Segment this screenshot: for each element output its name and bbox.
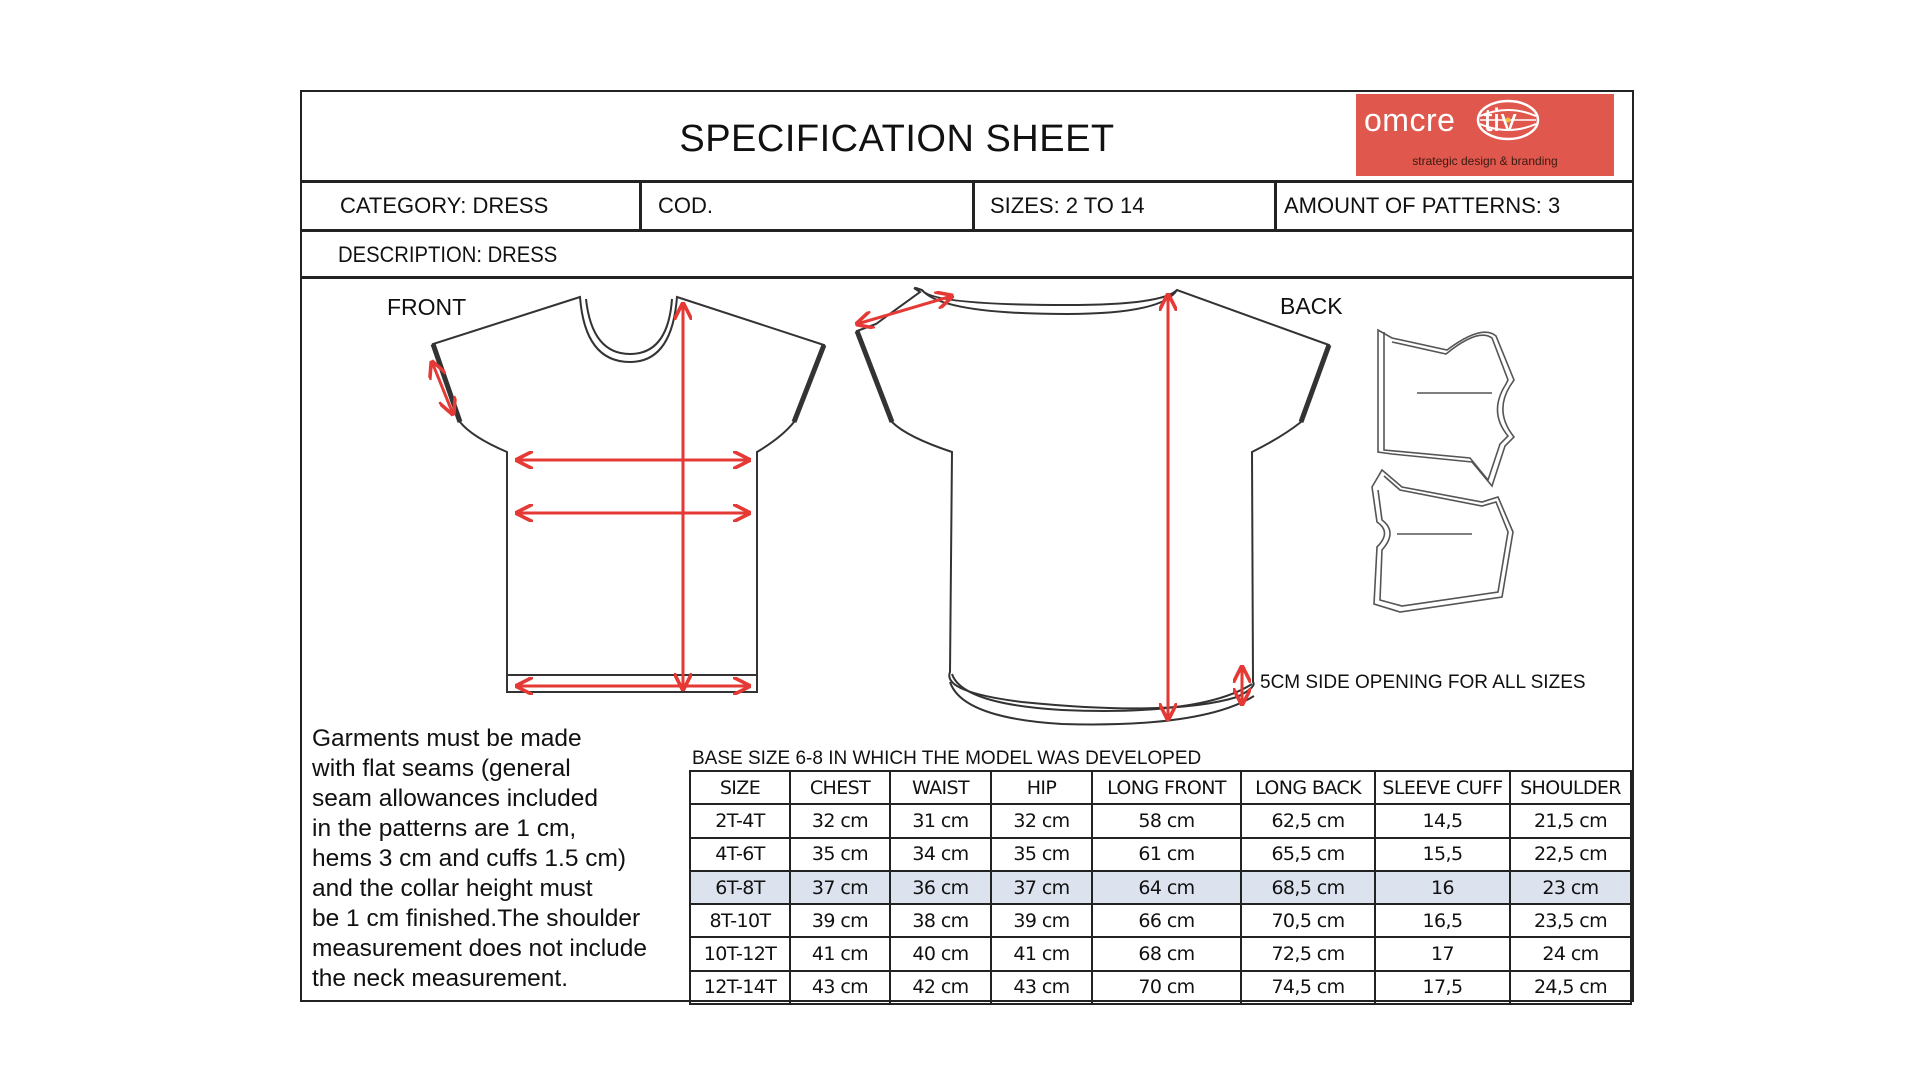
table-cell: 68 cm (1092, 937, 1241, 970)
column-header: HIP (991, 771, 1092, 804)
page-title: SPECIFICATION SHEET (679, 118, 1115, 160)
table-cell: 43 cm (991, 971, 1092, 1004)
table-caption: BASE SIZE 6-8 IN WHICH THE MODEL WAS DEVELOPED (692, 748, 1202, 769)
table-cell: 70,5 cm (1241, 904, 1375, 937)
column-header: SIZE (690, 771, 790, 804)
pattern-pieces-drawing (1372, 330, 1514, 612)
table-cell: 39 cm (790, 904, 890, 937)
sizes-field: SIZES: 2 TO 14 (990, 193, 1145, 218)
table-cell: 31 cm (890, 804, 991, 837)
table-cell: 40 cm (890, 937, 991, 970)
table-cell: 34 cm (890, 838, 991, 871)
table-cell: 41 cm (991, 937, 1092, 970)
table-cell: 8T-10T (690, 904, 790, 937)
table-cell: 41 cm (790, 937, 890, 970)
table-cell: 68,5 cm (1241, 871, 1375, 904)
logo-wordmark: omcre tiv (1364, 102, 1518, 138)
table-cell: 64 cm (1092, 871, 1241, 904)
table-cell: 32 cm (790, 804, 890, 837)
table-cell: 62,5 cm (1241, 804, 1375, 837)
construction-note (312, 724, 692, 994)
table-cell: 70 cm (1092, 971, 1241, 1004)
column-header: WAIST (890, 771, 991, 804)
table-cell: 65,5 cm (1241, 838, 1375, 871)
note-line: with flat seams (general (312, 755, 571, 782)
table-cell: 61 cm (1092, 838, 1241, 871)
patterns-field: AMOUNT OF PATTERNS: 3 (1284, 193, 1561, 218)
table-cell: 17 (1375, 937, 1510, 970)
table-cell: 15,5 (1375, 838, 1510, 871)
table-cell: 72,5 cm (1241, 937, 1375, 970)
side-opening-note: 5CM SIDE OPENING FOR ALL SIZES (1260, 672, 1586, 693)
table-cell: 66 cm (1092, 904, 1241, 937)
table-cell: 17,5 (1375, 971, 1510, 1004)
table-cell: 37 cm (991, 871, 1092, 904)
column-header: SLEEVE CUFF (1375, 771, 1510, 804)
back-garment-drawing (857, 288, 1329, 724)
column-header: SHOULDER (1510, 771, 1631, 804)
table-row (690, 937, 1631, 970)
size-table (689, 770, 1632, 1005)
table-cell: 58 cm (1092, 804, 1241, 837)
table-cell: 38 cm (890, 904, 991, 937)
table-cell: 74,5 cm (1241, 971, 1375, 1004)
table-row (690, 971, 1631, 1004)
back-view-label: BACK (1280, 293, 1343, 319)
table-cell: 16 (1375, 871, 1510, 904)
table-cell: 6T-8T (690, 871, 790, 904)
front-view-label: FRONT (387, 294, 467, 320)
table-cell: 14,5 (1375, 804, 1510, 837)
table-cell: 16,5 (1375, 904, 1510, 937)
table-cell: 39 cm (991, 904, 1092, 937)
note-line: hems 3 cm and cuffs 1.5 cm) (312, 845, 627, 872)
column-header: LONG BACK (1241, 771, 1375, 804)
note-line: seam allowances included (312, 785, 598, 812)
table-cell: 42 cm (890, 971, 991, 1004)
category-field: CATEGORY: DRESS (340, 193, 549, 218)
note-line: in the patterns are 1 cm, (312, 815, 577, 842)
table-cell: 12T-14T (690, 971, 790, 1004)
table-cell: 23,5 cm (1510, 904, 1631, 937)
table-cell: 4T-6T (690, 838, 790, 871)
table-cell: 43 cm (790, 971, 890, 1004)
front-garment-drawing (433, 297, 824, 692)
table-cell: 35 cm (991, 838, 1092, 871)
table-row (690, 838, 1631, 871)
garment-drawings (302, 92, 1632, 792)
table-cell: 24,5 cm (1510, 971, 1631, 1004)
note-line: the neck measurement. (312, 965, 569, 992)
description-field: DESCRIPTION: DRESS (338, 242, 558, 267)
table-header-row (690, 771, 1631, 804)
note-line: and the collar height must (312, 875, 593, 902)
table-cell: 10T-12T (690, 937, 790, 970)
table-cell: 24 cm (1510, 937, 1631, 970)
logo-tagline: strategic design & branding (1412, 154, 1558, 168)
table-cell: 35 cm (790, 838, 890, 871)
column-header: CHEST (790, 771, 890, 804)
table-cell: 37 cm (790, 871, 890, 904)
table-row (690, 804, 1631, 837)
table-cell: 32 cm (991, 804, 1092, 837)
note-line: measurement does not include (312, 935, 648, 962)
note-line: Garments must be made (312, 725, 582, 752)
table-cell: 23 cm (1510, 871, 1631, 904)
table-cell: 36 cm (890, 871, 991, 904)
table-cell: 2T-4T (690, 804, 790, 837)
table-cell: 21,5 cm (1510, 804, 1631, 837)
note-line: be 1 cm finished.The shoulder (312, 905, 641, 932)
table-row (690, 871, 1631, 904)
spec-sheet (300, 90, 1634, 1002)
code-field: COD. (658, 193, 713, 218)
table-row (690, 904, 1631, 937)
table-cell: 22,5 cm (1510, 838, 1631, 871)
column-header: LONG FRONT (1092, 771, 1241, 804)
